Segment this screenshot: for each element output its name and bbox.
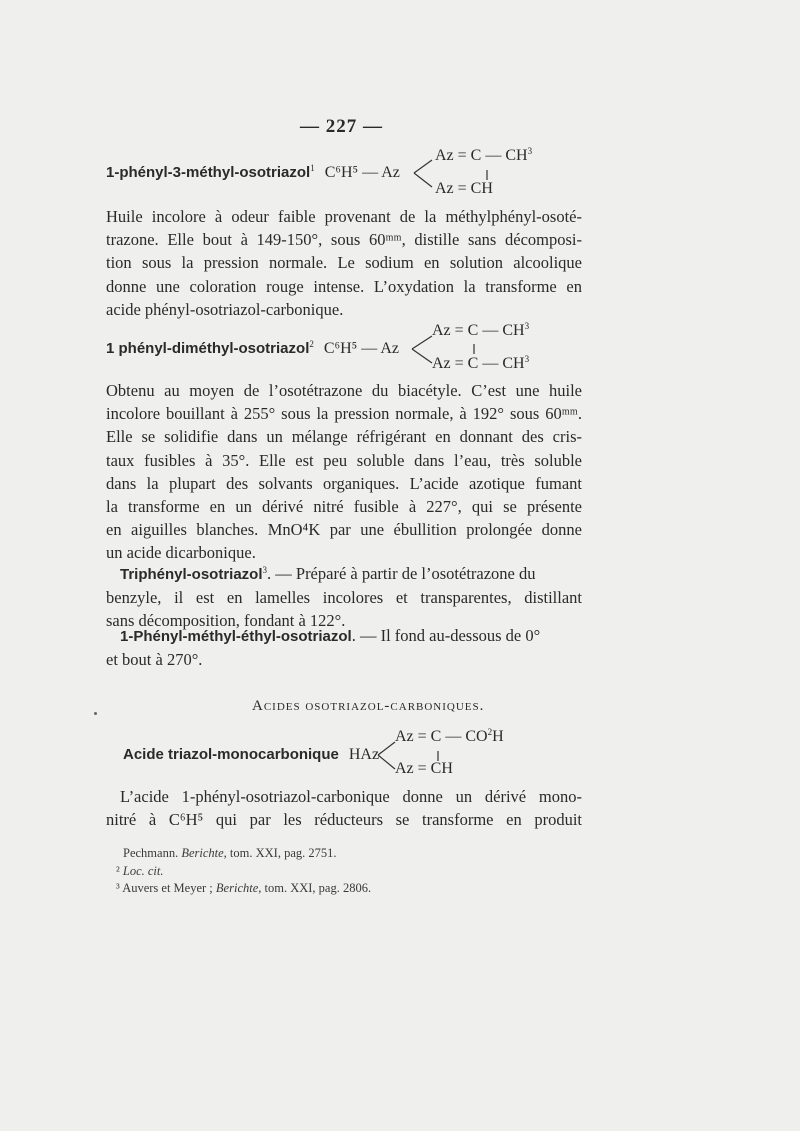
compound3-name: Triphényl-osotriazol (120, 566, 263, 583)
compound4-name: 1-Phényl-méthyl-éthyl-osotriazol (120, 628, 352, 645)
compound5-top-text: Az = C — CO (395, 728, 488, 745)
compound2-note: 2 (309, 339, 314, 349)
compound3-first-line-text: . — Préparé à partir de l’osotétrazone du (267, 564, 536, 583)
compound5-top-branch (395, 728, 504, 746)
text-line: benzyle, il est en lamelles incolores et transparentes, distillant (106, 588, 582, 608)
footnote-3-ref: tom. XXI, pag. 2806. (261, 881, 372, 895)
text-line: taux fusibles à 35°. Elle est peu soluble dans l’eau, très soluble (106, 450, 582, 470)
footnote-2 (116, 864, 164, 879)
compound4-paragraph (106, 624, 582, 671)
compound3-first-line (106, 562, 582, 586)
text-line: nitré à C⁶H⁵ qui par les réducteurs se transforme en produit (106, 810, 582, 830)
compound5-name: Acide triazol-monocarbonique (123, 746, 339, 763)
compound3-paragraph (106, 562, 582, 633)
text-line: Elle se solidifie dans un mélange réfrigérant en donnant des cris- (106, 427, 582, 447)
text-line: acide phényl-osotriazol-carbonique. (106, 299, 344, 319)
footnote-2-text: Loc. cit. (122, 864, 164, 878)
compound1-note: 1 (310, 163, 315, 173)
text-line: Huile incolore à odeur faible provenant de la méthylphényl-osoté- (106, 207, 582, 226)
compound2-top-sup: 3 (524, 321, 530, 331)
text-line: en aiguilles blanches. MnO⁴K par une ébullition prolongée donne (106, 520, 582, 540)
compound4-first-line-text: . — Il fond au-dessous de 0° (351, 626, 541, 645)
compound1-bottom-branch: Az = CH (435, 180, 493, 197)
footnote-3 (116, 881, 371, 896)
footnote-3-mark: ³ (116, 881, 120, 895)
compound5-bottom-branch: Az = CH (395, 760, 453, 777)
compound2-bottom-branch (432, 355, 529, 373)
compound2-top-branch (432, 322, 529, 340)
section-heading: Acides osotriazol-carboniques. (252, 698, 485, 714)
compound1-name: 1-phényl-3-méthyl-osotriazol (106, 164, 311, 181)
compound2-name: 1 phényl-diméthyl-osotriazol (106, 340, 310, 357)
text-line: tion sous la pression normale. Le sodium en solution alcoolique (106, 253, 582, 273)
speck (94, 712, 97, 715)
compound5-paragraph (106, 785, 582, 831)
compound2-paragraph (106, 379, 582, 565)
footnote-3-journal: Berichte, (215, 881, 262, 895)
text-line: L’acide 1-phényl-osotriazol-carbonique donne un dérivé mono- (120, 787, 582, 806)
footnote-2-mark: ² (116, 864, 120, 878)
compound1-top-sup: 3 (527, 146, 533, 156)
compound1-heading (106, 164, 400, 182)
compound3-note: 3 (262, 565, 268, 575)
text-line: trazone. Elle bout à 149-150°, sous 60ᵐᵐ, distille sans décomposi- (106, 230, 582, 250)
compound2-heading (106, 340, 399, 358)
compound2-bottom-text: Az = C — CH (432, 355, 525, 372)
compound5-heading (123, 746, 379, 764)
compound1-top-text: Az = C — CH (435, 147, 528, 164)
text-line: incolore bouillant à 255° sous la pression normale, à 192° sous 60ᵐᵐ. (106, 404, 582, 424)
compound1-paragraph (106, 205, 582, 321)
text-line: Obtenu au moyen de l’osotétrazone du biacétyle. C’est une huile (106, 381, 582, 400)
text-line: un acide dicarbonique. (106, 543, 256, 563)
footnote-1-journal: Berichte, (181, 846, 227, 860)
compound5-top-sup: 2 (487, 727, 493, 737)
compound2-formula-left: C⁶H⁵ — Az (323, 340, 400, 357)
compound4-first-line (106, 624, 582, 648)
compound5-formula-left: HAz (348, 746, 380, 763)
text-line: la transforme en un dérivé nitré fusible à 227°, qui se présente (106, 497, 582, 517)
page-number: — 227 — (300, 116, 383, 137)
text-line: sans décomposition, fondant à 122°. (106, 611, 346, 631)
compound2-bottom-sup: 3 (524, 354, 530, 364)
compound1-formula-left: C⁶H⁵ — Az (324, 164, 400, 181)
footnote-1-author: Pechmann. (123, 846, 182, 860)
compound5-top-tail: H (492, 728, 504, 745)
footnote-3-author: Auvers et Meyer ; (122, 881, 216, 895)
text-line: donne une coloration rouge intense. L’oxydation la transforme en (106, 276, 582, 296)
text-line: et bout à 270°. (106, 650, 203, 670)
compound2-top-text: Az = C — CH (432, 322, 525, 339)
compound1-top-branch (435, 147, 532, 165)
footnote-1-ref: tom. XXI, pag. 2751. (226, 846, 337, 860)
text-line: dans la plupart des solvants organiques. L’acide azotique fumant (106, 473, 582, 493)
footnote-1 (123, 846, 337, 861)
